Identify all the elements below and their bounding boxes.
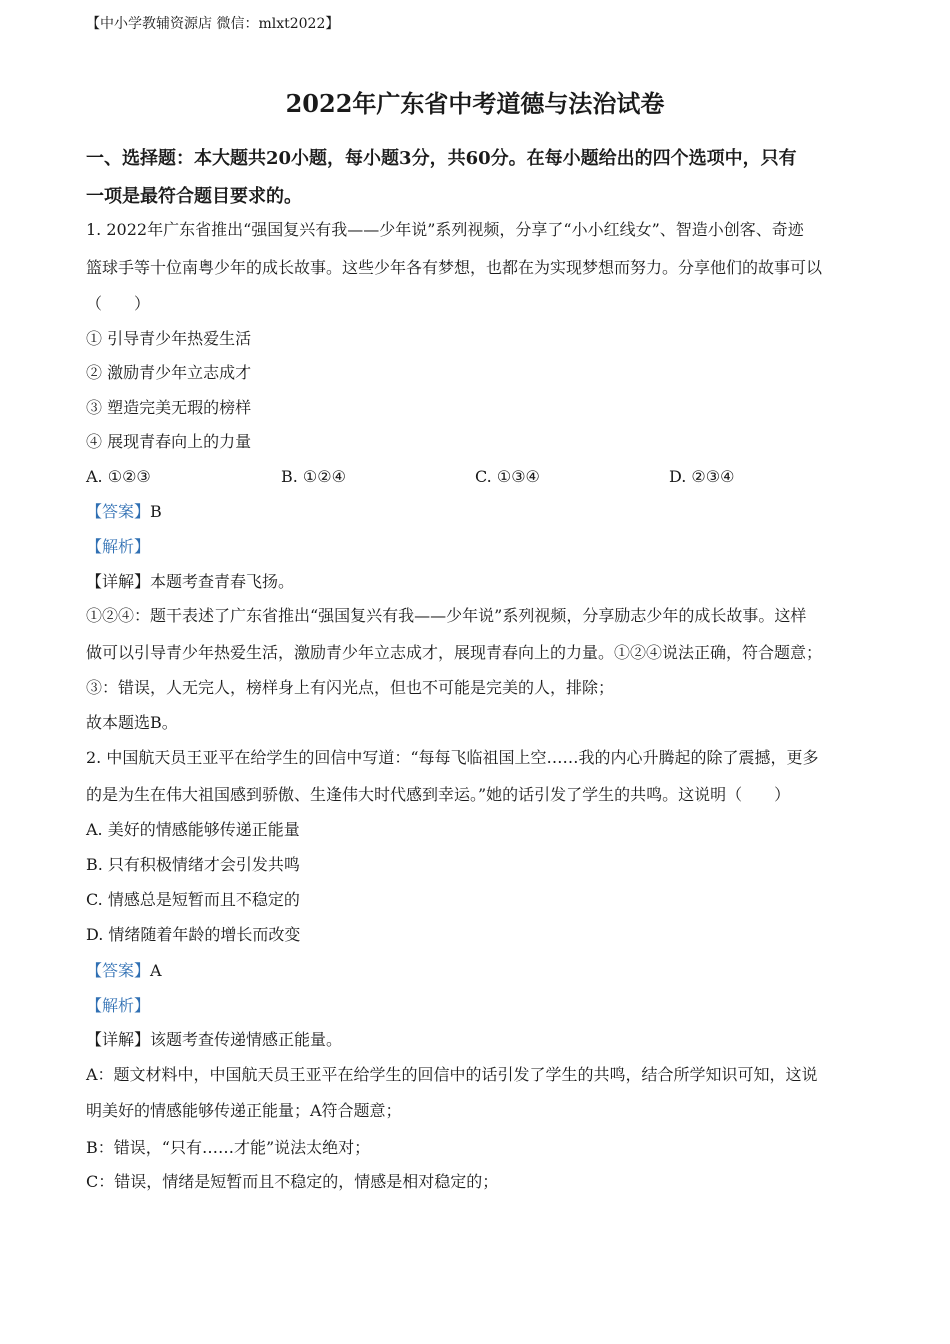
q2-option-c: C. 情感总是短暂而且不稳定的 bbox=[86, 890, 300, 909]
q2-explanation-line: C：错误，情绪是短暂而且不稳定的，情感是相对稳定的； bbox=[86, 1172, 499, 1191]
q1-analysis-tag: 【解析】 bbox=[86, 537, 151, 556]
q2-stem-line: 的是为生在伟大祖国感到骄傲、生逢伟大时代感到幸运。”她的话引发了学生的共鸣。这说明（ ） bbox=[86, 785, 791, 804]
q1-detail: 【详解】本题考查青春飞扬。 bbox=[86, 572, 295, 591]
q1-option-b: B. ①②④ bbox=[281, 467, 346, 486]
q1-answer bbox=[86, 500, 876, 524]
q2-stem-line: 2. 中国航天员王亚平在给学生的回信中写道：“每每飞临祖国上空……我的内心升腾起的除了震撼，更多 bbox=[86, 748, 819, 767]
q1-explanation-line: ①②④：题干表述了广东省推出“强国复兴有我——少年说”系列视频，分享励志少年的成长故事。这样 bbox=[86, 606, 807, 625]
q1-stem-line: 篮球手等十位南粤少年的成长故事。这些少年各有梦想，也都在为实现梦想而努力。分享他们的故事可以 bbox=[86, 258, 823, 277]
q1-item: ④ 展现青春向上的力量 bbox=[86, 432, 252, 451]
q1-item: ③ 塑造完美无瑕的榜样 bbox=[86, 398, 252, 417]
answer-value: B bbox=[150, 502, 162, 521]
answer-value: A bbox=[150, 961, 162, 980]
q2-analysis-tag: 【解析】 bbox=[86, 996, 151, 1015]
q1-conclusion: 故本题选B。 bbox=[86, 713, 178, 732]
section-heading-line: 一、选择题：本大题共20小题，每小题3分，共60分。在每小题给出的四个选项中，只有 bbox=[86, 148, 797, 169]
section-heading-line: 一项是最符合题目要求的。 bbox=[86, 186, 302, 207]
section-heading bbox=[86, 140, 866, 216]
q1-stem-line: （ ） bbox=[86, 294, 151, 313]
q1-option-d: D. ②③④ bbox=[669, 467, 735, 486]
answer-tag: 【答案】 bbox=[86, 961, 151, 980]
q2-detail: 【详解】该题考查传递情感正能量。 bbox=[86, 1030, 343, 1049]
answer-tag: 【答案】 bbox=[86, 502, 151, 521]
q2-explanation-line: A：题文材料中，中国航天员王亚平在给学生的回信中的话引发了学生的共鸣，结合所学知识可知，这说 bbox=[86, 1065, 818, 1084]
q1-explanation-line: ③：错误，人无完人，榜样身上有闪光点，但也不可能是完美的人，排除； bbox=[86, 678, 615, 697]
page-title: 2022年广东省中考道德与法治试卷 bbox=[285, 89, 665, 118]
q2-explanation-line: B：错误，“只有……才能”说法太绝对； bbox=[86, 1138, 371, 1157]
q1-option-a: A. ①②③ bbox=[86, 467, 151, 486]
q1-explanation-line: 做可以引导青少年热爱生活，激励青少年立志成才，展现青春向上的力量。①②④说法正确，符合题意； bbox=[86, 643, 823, 662]
q1-option-c: C. ①③④ bbox=[475, 467, 540, 486]
q2-option-d: D. 情绪随着年龄的增长而改变 bbox=[86, 925, 301, 944]
header-note: 【中小学教辅资源店 微信：mlxt2022】 bbox=[86, 16, 340, 32]
q1-item: ① 引导青少年热爱生活 bbox=[86, 329, 252, 348]
q1-stem-line: 1. 2022年广东省推出“强国复兴有我——少年说”系列视频，分享了“小小红线女”、智造小创客、奇迹 bbox=[86, 220, 804, 239]
q2-explanation-line: 明美好的情感能够传递正能量；A符合题意； bbox=[86, 1101, 402, 1120]
q2-option-b: B. 只有积极情绪才会引发共鸣 bbox=[86, 855, 300, 874]
q2-option-a: A. 美好的情感能够传递正能量 bbox=[86, 820, 300, 839]
q1-item: ② 激励青少年立志成才 bbox=[86, 363, 252, 382]
q2-answer bbox=[86, 959, 876, 983]
